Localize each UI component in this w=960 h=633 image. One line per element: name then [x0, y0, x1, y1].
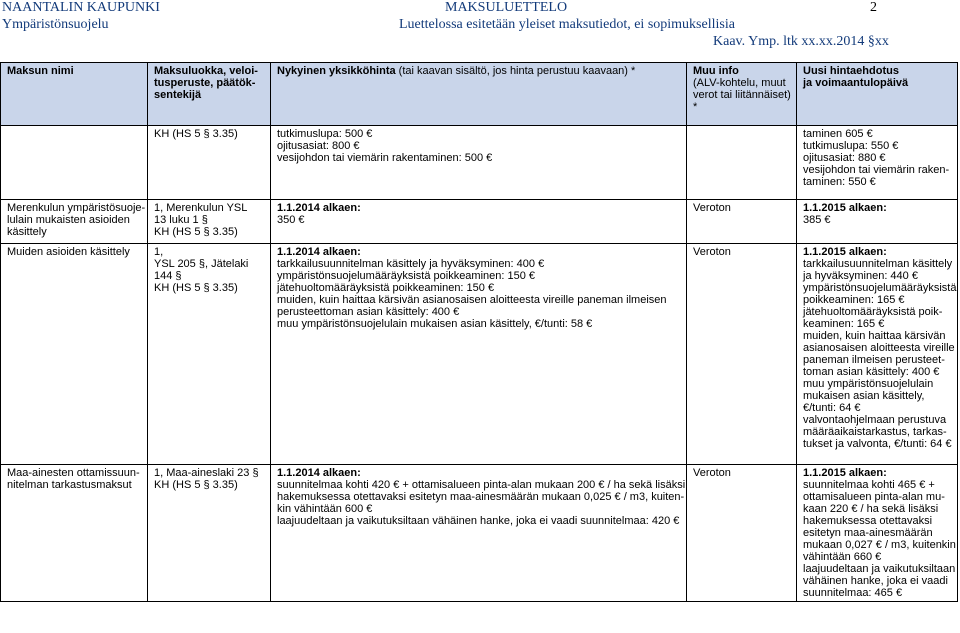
- header-note: (tai kaavan sisältö, jos hinta perustuu kaavaan) *: [395, 65, 636, 77]
- current-price-line: 1.1.2014 alkaen:: [277, 467, 361, 479]
- table-row: [1, 244, 958, 465]
- header-label: Muu info: [693, 65, 739, 77]
- header-note: *: [693, 101, 698, 113]
- fee-name-line: Muiden asioiden käsittely: [7, 246, 130, 258]
- cell-category: [148, 465, 271, 602]
- new-price-line: ja hyväksyminen: 440 €: [803, 270, 918, 282]
- current-price-line: tarkkailusuunnitelman käsittely ja hyväksyminen: 400 €: [277, 258, 545, 270]
- new-price-line: taminen 605 €: [803, 128, 873, 140]
- cell-category: [148, 200, 271, 244]
- header-label: sentekijä: [154, 89, 202, 101]
- cell-other-info: [687, 244, 797, 465]
- document-subtitle: Luettelossa esitetään yleiset maksutiedot, ei sopimuksellisia: [399, 17, 735, 32]
- header-note: verot tai liitännäiset): [693, 89, 791, 101]
- new-price-line: ympäristönsuojelumääräyksistä: [803, 282, 957, 294]
- current-price-line: muiden, kuin haittaa kärsivän asianosaisen aloitteesta vireille paneman ilmeisen: [277, 294, 667, 306]
- cell-current-price: [271, 200, 687, 244]
- table-row: [1, 200, 958, 244]
- current-price-line: 350 €: [277, 214, 305, 226]
- new-price-line: hakemuksessa otettavaksi: [803, 515, 933, 527]
- new-price-line: toman asian käsittely: 400 €: [803, 366, 940, 378]
- cell-fee-name: [1, 244, 148, 465]
- cell-fee-name: [1, 200, 148, 244]
- header-label: ja voimaantulopäivä: [803, 77, 909, 89]
- category-line: 1,: [154, 246, 164, 258]
- new-price-line: mukaisen asian käsittely,: [803, 390, 925, 402]
- organization-name: NAANTALIN KAUPUNKI: [2, 0, 160, 15]
- new-price-line: vesijohdon tai viemärin raken-: [803, 164, 950, 176]
- category-line: YSL 205 §, Jätelaki: [154, 258, 249, 270]
- current-price-line: tutkimuslupa: 500 €: [277, 128, 373, 140]
- category-line: KH (HS 5 § 3.35): [154, 479, 238, 491]
- page-number: 2: [870, 0, 877, 15]
- new-price-line: muu ympäristönsuojelulain: [803, 378, 934, 390]
- current-price-line: kin vähintään 600 €: [277, 503, 373, 515]
- new-price-line: vähintään 660 €: [803, 551, 882, 563]
- cell-new-price: [797, 126, 958, 200]
- current-price-line: 1.1.2014 alkaen:: [277, 246, 361, 258]
- category-line: KH (HS 5 § 3.35): [154, 226, 238, 238]
- new-price-line: määräaikaistarkastus, tarkas-: [803, 426, 947, 438]
- new-price-line: 1.1.2015 alkaen:: [803, 202, 887, 214]
- cell-current-price: [271, 244, 687, 465]
- new-price-line: jätehuoltomääräyksistä poik-: [803, 306, 943, 318]
- cell-other-info: [687, 465, 797, 602]
- new-price-line: valvontaohjelmaan perustuva: [803, 414, 947, 426]
- cell-fee-name: [1, 465, 148, 602]
- current-price-line: laajuudeltaan ja vaikutuksiltaan vähäinen hanke, joka ei vaadi suunnitelmaa: 420 €: [277, 515, 680, 527]
- tax-info: Veroton: [693, 202, 731, 214]
- fee-name-line: Merenkulun ympäristösuoje-: [7, 202, 146, 214]
- new-price-line: vähäinen hanke, joka ei vaadi: [803, 575, 948, 587]
- cell-new-price: [797, 244, 958, 465]
- new-price-line: keaminen: 165 €: [803, 318, 885, 330]
- department-name: Ympäristönsuojelu: [2, 17, 109, 32]
- cell-new-price: [797, 200, 958, 244]
- fee-name-line: Maa-ainesten ottamissuun-: [7, 467, 140, 479]
- fee-name-line: nitelman tarkastusmaksut: [7, 479, 132, 491]
- current-price-line: suunnitelmaa kohti 420 € + ottamisalueen pinta-alan mukaan 200 € / ha sekä lisäksi: [277, 479, 686, 491]
- header-label: Maksuluokka, veloi-: [154, 65, 258, 77]
- current-price-line: ympäristönsuojelumääräyksistä poikkeaminen: 150 €: [277, 270, 536, 282]
- column-header-current-price: [271, 63, 687, 126]
- new-price-line: taminen: 550 €: [803, 176, 876, 188]
- document-title: MAKSULUETTELO: [445, 0, 568, 15]
- new-price-line: ojitusasiat: 880 €: [803, 152, 886, 164]
- column-header-other-info: [687, 63, 797, 126]
- new-price-line: asianosaisen aloitteesta vireille: [803, 342, 955, 354]
- column-header-category: [148, 63, 271, 126]
- header-label: tusperuste, päätök-: [154, 77, 256, 89]
- new-price-line: paneman ilmeisen perusteet-: [803, 354, 945, 366]
- cell-other-info: [687, 126, 797, 200]
- header-label: Nykyinen yksikköhinta (tai kaavan sisältö, jos hinta perustuu kaavaan) *: [277, 65, 636, 77]
- new-price-line: poikkeaminen: 165 €: [803, 294, 905, 306]
- tax-info: Veroton: [693, 467, 731, 479]
- new-price-line: suunnitelmaa kohti 465 € +: [803, 479, 935, 491]
- new-price-line: tukset ja valvonta, €/tunti: 64 €: [803, 438, 952, 450]
- cell-current-price: [271, 126, 687, 200]
- cell-category: [148, 126, 271, 200]
- new-price-line: mukaan 0,027 € / m3, kuitenkin: [803, 539, 956, 551]
- new-price-line: tutkimuslupa: 550 €: [803, 140, 899, 152]
- table-row: [1, 465, 958, 602]
- table-header-row: [1, 63, 958, 126]
- new-price-line: laajuudeltaan ja vaikutuksiltaan: [803, 563, 956, 575]
- category-line: KH (HS 5 § 3.35): [154, 128, 238, 140]
- fee-name-line: käsittely: [7, 226, 47, 238]
- category-line: 1, Merenkulun YSL: [154, 202, 248, 214]
- new-price-line: 385 €: [803, 214, 831, 226]
- current-price-line: hakemuksessa otettavaksi esitetyn maa-ainesmäärän mukaan 0,025 € / m3, kuiten-: [277, 491, 685, 503]
- new-price-line: 1.1.2015 alkaen:: [803, 246, 887, 258]
- header-label: Uusi hintaehdotus: [803, 65, 899, 77]
- header-note: (ALV-kohtelu, muut: [693, 77, 786, 89]
- tax-info: Veroton: [693, 246, 731, 258]
- fee-name-line: lulain mukaisten asioiden: [7, 214, 130, 226]
- new-price-line: ottamisalueen pinta-alan mu-: [803, 491, 945, 503]
- current-price-line: vesijohdon tai viemärin rakentaminen: 500 €: [277, 152, 493, 164]
- new-price-line: €/tunti: 64 €: [803, 402, 861, 414]
- category-line: 144 §: [154, 270, 182, 282]
- table-row: [1, 126, 958, 200]
- category-line: KH (HS 5 § 3.35): [154, 282, 238, 294]
- current-price-line: ojitusasiat: 800 €: [277, 140, 360, 152]
- new-price-line: tarkkailusuunnitelman käsittely: [803, 258, 953, 270]
- current-price-line: jätehuoltomääräyksistä poikkeaminen: 150 €: [277, 282, 495, 294]
- category-line: 13 luku 1 §: [154, 214, 208, 226]
- column-header-new-price: [797, 63, 958, 126]
- cell-new-price: [797, 465, 958, 602]
- new-price-line: muiden, kuin haittaa kärsivän: [803, 330, 946, 342]
- column-header-fee-name: [1, 63, 148, 126]
- fee-table: [0, 62, 958, 602]
- new-price-line: esitetyn maa-ainesmäärän: [803, 527, 933, 539]
- approval-reference: Kaav. Ymp. ltk xx.xx.2014 §xx: [713, 34, 889, 49]
- cell-current-price: [271, 465, 687, 602]
- current-price-line: 1.1.2014 alkaen:: [277, 202, 361, 214]
- cell-category: [148, 244, 271, 465]
- new-price-line: suunnitelmaa: 465 €: [803, 587, 903, 599]
- current-price-line: muu ympäristönsuojelulain mukaisen asian käsittely, €/tunti: 58 €: [277, 318, 593, 330]
- new-price-line: 1.1.2015 alkaen:: [803, 467, 887, 479]
- cell-fee-name: [1, 126, 148, 200]
- cell-other-info: [687, 200, 797, 244]
- document-header: [0, 0, 960, 50]
- current-price-line: perusteettoman asian käsittely: 400 €: [277, 306, 460, 318]
- category-line: 1, Maa-aineslaki 23 §: [154, 467, 259, 479]
- header-label: Maksun nimi: [7, 65, 74, 77]
- new-price-line: kaan 220 € / ha sekä lisäksi: [803, 503, 939, 515]
